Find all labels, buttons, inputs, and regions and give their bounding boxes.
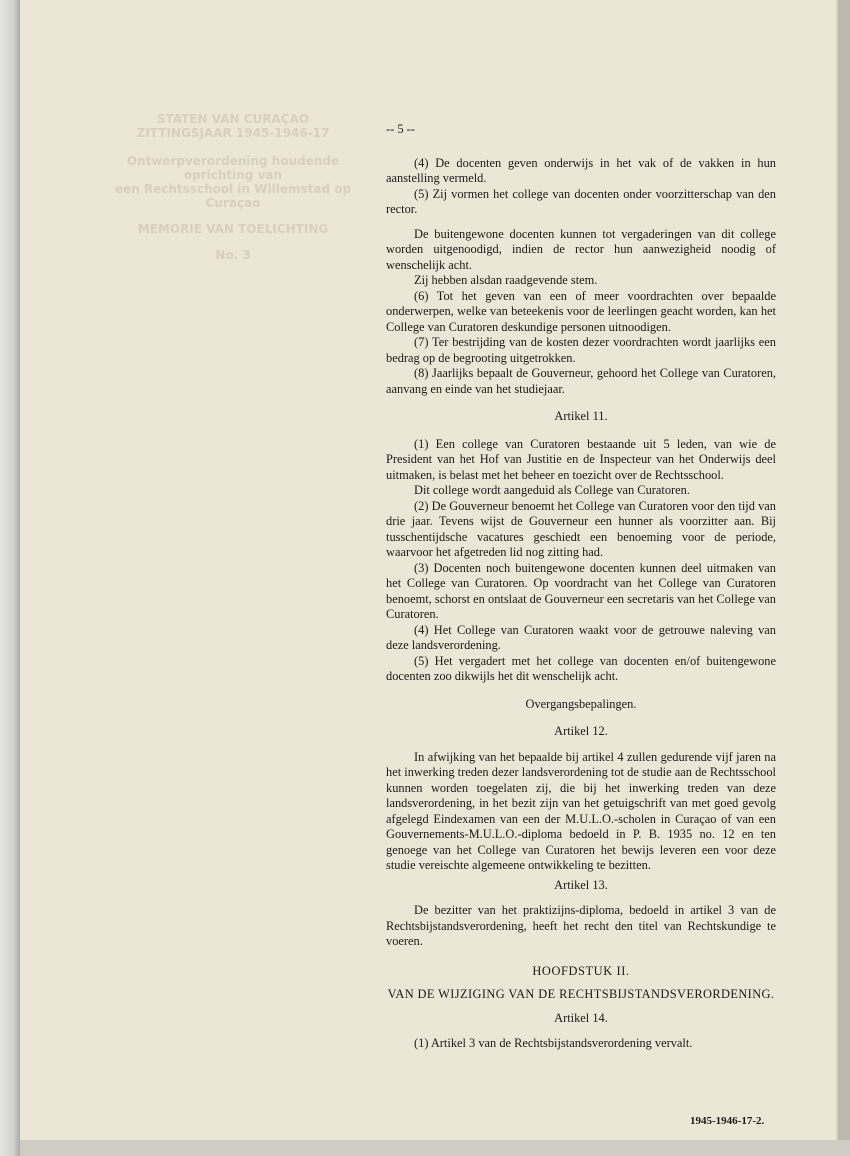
page-number: -- 5 -- (386, 122, 415, 136)
bleed-through-text (98, 112, 368, 262)
document-reference: 1945-1946-17-2. (690, 1115, 765, 1127)
paragraph: Zij hebben alsdan raadgevende stem. (414, 273, 598, 287)
paragraph: (5) Zij vormen het college van docenten onder voorzitterschap van den rector. (386, 186, 776, 216)
paragraph: (1) Artikel 3 van de Rechtsbijstandsverordening vervalt. (414, 1036, 693, 1050)
ghost-line: Ontwerpverordening houdende oprichting van (126, 154, 340, 182)
ghost-line: ZITTINGSJAAR 1945-1946-17 (136, 126, 330, 140)
scan-background (20, 1140, 850, 1156)
article-heading: Artikel 12. (554, 724, 608, 738)
paragraph: (8) Jaarlijks bepaalt de Gouverneur, gehoord het College van Curatoren, aanvang en einde van het studiejaar. (386, 366, 776, 396)
paragraph: (5) Het vergadert met het college van docenten en/of buitengewone docenten zoo dikwijls het dit wenschelijk acht. (386, 653, 776, 683)
paragraph: (3) Docenten noch buitengewone docenten kunnen deel uitmaken van het College van Curatoren. Op voordracht van het College van Curatoren benoemt, schorst en ontslaat de Gouverneur een secretaris van het College van Curatoren. (386, 560, 776, 621)
article-heading: Artikel 14. (554, 1010, 608, 1025)
article-heading: Artikel 11. (554, 409, 608, 423)
paragraph: (4) Het College van Curatoren waakt voor de getrouwe naleving van deze landsverordening. (386, 622, 776, 652)
chapter-heading: HOOFDSTUK II. (532, 963, 630, 978)
text-column (386, 122, 776, 1052)
paragraph: (6) Tot het geven van een of meer voordrachten over bepaalde onderwerpen, welke van beteekenis voor de leerlingen geacht worden, kan het College van Curatoren deskundige personen uitnoodigen. (386, 288, 776, 334)
paragraph: In afwijking van het bepaalde bij artikel 4 zullen gedurende vijf jaren na het inwerking treden dezer landsverordening tot de studie aan de Rechtsschool kunnen worden toegelaten zij, die bij het inwerking treden van deze landsverordening, in het bezit zijn van het getuigschrift van met goed gevolg afgelegd Eindexamen van een der M.U.L.O.-scholen in Curaçao of van een Gouvernements-M.U.L.O.-diploma bedoeld in P. B. 1935 no. 12 en ten genoege van het College van Curatoren het bewijs leveren een voor deze studie vereischte algemeene ontwikkeling te bezitten. (386, 749, 776, 872)
paragraph: (1) Een college van Curatoren bestaande uit 5 leden, van wie de President van het Hof van Justitie en de Inspecteur van het Onderwijs deel uitmaken, is belast met het beheer en toezicht over de Rechtsschool. (386, 436, 776, 482)
ghost-line: STATEN VAN CURAÇAO (156, 112, 310, 126)
page-edge-shadow (838, 0, 850, 1140)
article-heading: Artikel 13. (554, 877, 608, 892)
paragraph: Dit college wordt aangeduid als College van Curatoren. (414, 483, 690, 497)
paragraph: De buitengewone docenten kunnen tot vergaderingen van dit college worden uitgenoodigd, indien de rector hun aanwezigheid noodig of wenschelijk acht. (386, 226, 776, 272)
section-heading: Overgangsbepalingen. (525, 696, 637, 711)
ghost-line: No. 3 (215, 248, 251, 262)
adjacent-page-edge (0, 0, 20, 1156)
ghost-line: MEMORIE VAN TOELICHTING (137, 222, 329, 236)
ghost-line: een Rechtsschool in Willemstad op Curaçao (114, 182, 352, 210)
paragraph: De bezitter van het praktizijns-diploma, bedoeld in artikel 3 van de Rechtsbijstandsverordening, heeft het recht den titel van Rechtskundige te voeren. (386, 903, 776, 948)
chapter-title: VAN DE WIJZIGING VAN DE RECHTSBIJSTANDSVERORDENING. (387, 987, 775, 1001)
paragraph: (7) Ter bestrijding van de kosten dezer voordrachten wordt jaarlijks een bedrag op de begrooting uitgetrokken. (386, 335, 776, 365)
paragraph: (2) De Gouverneur benoemt het College van Curatoren voor den tijd van drie jaar. Tevens wijst de Gouverneur een hunner als voorzitter aan. Bij tusschentijdsche vacatures geschiedt een benoeming voor de periode, waarvoor het afgetreden lid nog zitting had. (386, 498, 776, 559)
paragraph: (4) De docenten geven onderwijs in het vak of de vakken in hun aanstelling vermeld. (386, 155, 776, 185)
